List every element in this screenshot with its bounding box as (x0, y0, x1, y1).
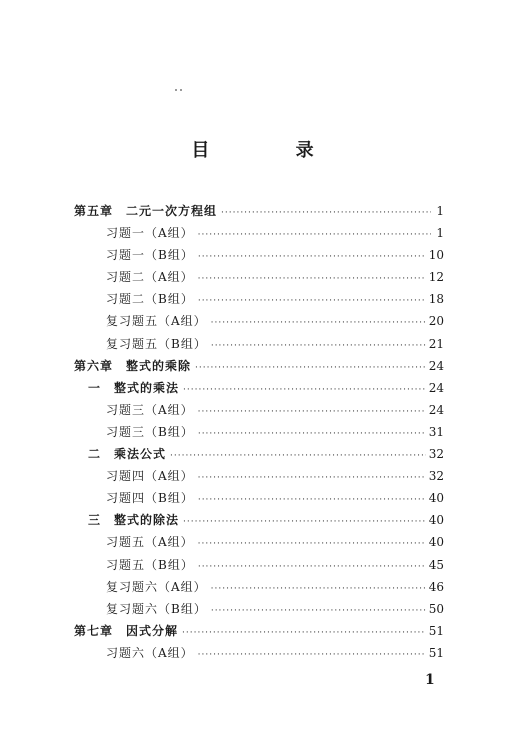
toc-leader-dots (211, 578, 426, 600)
toc-entry-page: 1 (436, 204, 444, 218)
toc-entry (74, 421, 444, 443)
toc-leader-dots (183, 379, 426, 401)
page-title: 目 录 (191, 140, 354, 161)
toc-entry-page: 24 (428, 380, 444, 395)
toc-entry (74, 487, 444, 509)
toc-leader-dots (198, 224, 431, 246)
toc-entry-page: 24 (428, 358, 444, 373)
toc-leader-dots (195, 357, 426, 379)
toc-leader-dots (211, 312, 426, 334)
page-number: 1 (425, 672, 435, 688)
toc-entry-label: 第七章 因式分解 (74, 623, 179, 638)
toc-entry (74, 620, 444, 642)
toc-leader-dots (198, 489, 426, 511)
toc-entry-page: 18 (428, 292, 444, 307)
toc-entry-page: 51 (428, 623, 444, 638)
toc-entry-label: 二 乘法公式 (88, 447, 167, 462)
toc-entry (74, 465, 444, 487)
toc-entry (74, 642, 444, 664)
toc-entry-label: 一 整式的乘法 (88, 380, 180, 395)
toc-entry-label: 习题二（B组） (106, 292, 194, 307)
toc-entry-page: 12 (428, 270, 444, 285)
toc-leader-dots (170, 445, 426, 467)
toc-entry-label: 复习题六（B组） (106, 601, 207, 616)
toc-entry (74, 244, 444, 266)
toc-leader-dots (198, 268, 426, 290)
toc-leader-dots (198, 467, 426, 489)
toc-leader-dots (198, 533, 426, 555)
toc-entry (74, 531, 444, 553)
toc-entry-page: 50 (428, 601, 444, 616)
scan-speck (175, 76, 185, 79)
toc-entry (74, 443, 444, 465)
toc-entry-page: 10 (428, 248, 444, 263)
toc-leader-dots (183, 511, 426, 533)
table-of-contents (74, 200, 444, 664)
toc-leader-dots (198, 401, 426, 423)
toc-leader-dots (198, 290, 426, 312)
toc-entry (74, 288, 444, 310)
toc-entry-page: 21 (428, 336, 444, 351)
toc-leader-dots (211, 335, 426, 357)
toc-entry-page: 40 (428, 535, 444, 550)
toc-entry-page: 51 (428, 645, 444, 660)
toc-entry-page: 40 (428, 491, 444, 506)
toc-entry (74, 310, 444, 332)
toc-entry-label: 三 整式的除法 (88, 513, 180, 528)
toc-entry-page: 1 (436, 226, 444, 241)
toc-entry-label: 习题六（A组） (106, 645, 194, 660)
toc-entry-label: 习题三（A组） (106, 402, 194, 417)
toc-entry (74, 554, 444, 576)
toc-leader-dots (198, 423, 426, 445)
toc-entry (74, 598, 444, 620)
toc-entry-page: 31 (428, 424, 444, 439)
toc-entry-label: 复习题五（A组） (106, 314, 207, 329)
toc-entry (74, 222, 444, 244)
toc-entry-label: 习题四（A组） (106, 469, 194, 484)
toc-entry-page: 32 (428, 469, 444, 484)
toc-leader-dots (198, 246, 426, 268)
toc-entry (74, 399, 444, 421)
toc-entry (74, 377, 444, 399)
toc-entry-label: 习题一（A组） (106, 226, 194, 241)
toc-leader-dots (198, 644, 426, 666)
toc-entry-label: 习题一（B组） (106, 248, 194, 263)
toc-leader-dots (211, 600, 426, 622)
toc-entry-label: 习题五（A组） (106, 535, 194, 550)
toc-entry-label: 习题五（B组） (106, 557, 194, 572)
toc-leader-dots (182, 622, 426, 644)
toc-entry-page: 24 (428, 402, 444, 417)
toc-entry-label: 第六章 整式的乘除 (74, 358, 192, 373)
toc-entry-page: 40 (428, 513, 444, 528)
toc-entry-label: 习题四（B组） (106, 491, 194, 506)
toc-entry (74, 509, 444, 531)
toc-entry-page: 32 (428, 447, 444, 462)
toc-entry (74, 200, 444, 222)
toc-leader-dots (221, 202, 431, 224)
toc-entry-label: 复习题六（A组） (106, 579, 207, 594)
toc-entry (74, 333, 444, 355)
toc-entry-label: 习题三（B组） (106, 424, 194, 439)
toc-entry (74, 266, 444, 288)
toc-entry-label: 第五章 二元一次方程组 (74, 204, 218, 218)
toc-entry-page: 45 (428, 557, 444, 572)
toc-entry (74, 576, 444, 598)
toc-entry-label: 复习题五（B组） (106, 336, 207, 351)
toc-entry-page: 20 (428, 314, 444, 329)
toc-leader-dots (198, 556, 426, 578)
toc-entry-label: 习题二（A组） (106, 270, 194, 285)
toc-entry (74, 355, 444, 377)
toc-entry-page: 46 (428, 579, 444, 594)
